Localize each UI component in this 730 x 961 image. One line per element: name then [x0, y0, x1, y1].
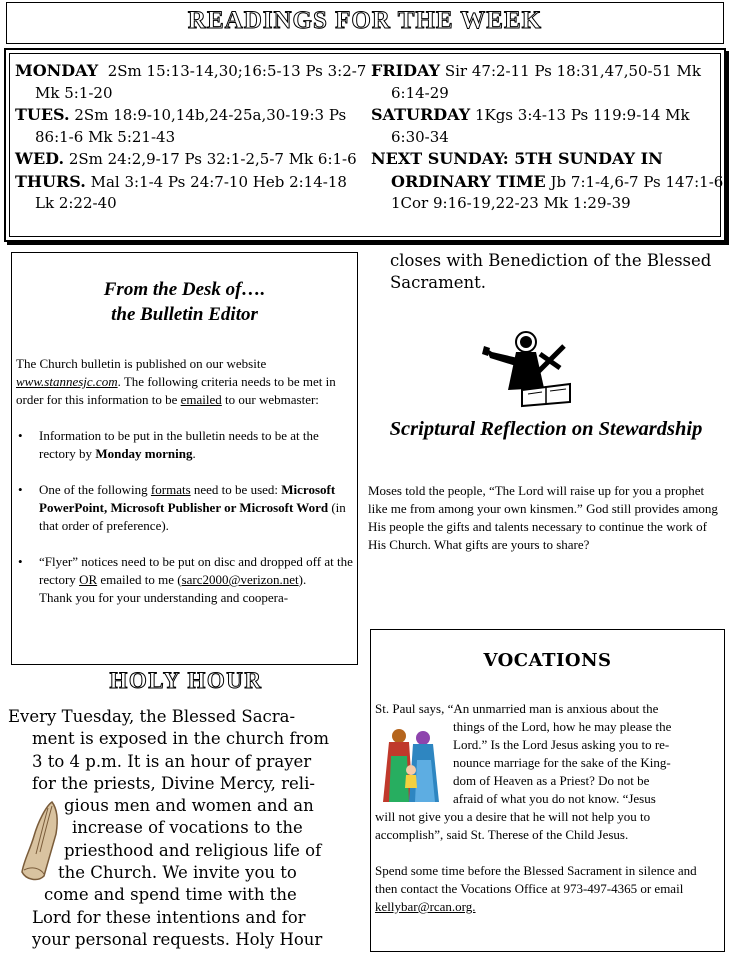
editor-title-line1: From the Desk of….	[103, 279, 266, 300]
vocations-line: things of the Lord, how he may please the	[453, 719, 672, 734]
readings-right-column	[371, 60, 727, 215]
editor-bullet-2: • One of the following formats need to be used: Microsoft PowerPoint, Microsoft Publisher or Microsoft Word (in that order of preference).	[16, 481, 354, 535]
christ-with-cross-icon	[478, 328, 574, 408]
reading-thurs	[15, 171, 367, 215]
readings-left-column	[15, 60, 367, 215]
reading-day: MONDAY	[15, 61, 99, 80]
editor-intro: The Church bulletin is published on our website www.stannesjc.com. The following criteria needs to be met in order for this information to be emailed to our webmaster:	[16, 356, 336, 407]
holy-hour-line: priesthood and religious life of	[64, 840, 322, 860]
vocations-line-end: will not give you a desire that he will not help you to accomplish”, said St. Therese of the Child Jesus.	[375, 809, 651, 842]
holy-hour-line: Every Tuesday, the Blessed Sacra-	[8, 707, 296, 726]
reading-refs: Jb 7:1-4,6-7 Ps 147:1-6 1Cor 9:16-19,22-23 Mk 1:29-39	[391, 172, 724, 212]
holy-hour-line: increase of vocations to the	[72, 818, 303, 838]
vocations-box	[370, 629, 725, 952]
vocations-para2: Spend some time before the Blessed Sacrament in silence and then contact the Vocations Office at 973-497-4365 or email kellybar@rcan.org.	[375, 863, 697, 914]
holy-hour-line: the Church. We invite you to	[58, 863, 297, 883]
editor-title	[12, 277, 357, 327]
stewardship-body: Moses told the people, “The Lord will raise up for you a prophet like me from among your own kinsmen.” God still provides among His people the gifts and talents necessary to continue the work of His Church. What gifts are yours to share?	[368, 483, 718, 552]
editor-bullet-1: • Information to be put in the bulletin needs to be at the rectory by Monday morning.	[16, 427, 354, 463]
reading-refs: 1Kgs 3:4-13 Ps 119:9-14 Mk 6:30-34	[391, 106, 690, 146]
holy-hour-line: for the priests, Divine Mercy, reli-	[32, 773, 315, 793]
reading-refs: 2Sm 24:2,9-17 Ps 32:1-2,5-7 Mk 6:1-6	[68, 150, 357, 168]
holy-hour-title: HOLY HOUR	[109, 668, 263, 693]
vocations-line: Lord.” Is the Lord Jesus asking you to re-	[453, 737, 670, 752]
reading-day: FRIDAY	[371, 61, 441, 80]
reading-monday	[15, 60, 367, 104]
vocations-body	[375, 700, 721, 916]
readings-box	[4, 48, 726, 242]
reading-next-sunday	[371, 148, 727, 215]
editor-title-line2: the Bulletin Editor	[111, 304, 258, 325]
editor-thanks: Thank you for your understanding and coopera-	[39, 590, 289, 605]
reading-tues	[15, 104, 367, 148]
holy-hour-line: ment is exposed in the church from	[32, 729, 329, 749]
reading-day: NEXT SUNDAY: 5TH SUNDAY IN ORDINARY TIME	[371, 149, 663, 191]
reading-saturday	[371, 104, 727, 148]
reading-wed	[15, 148, 367, 171]
vocations-email-link[interactable]: kellybar@rcan.org.	[375, 899, 476, 914]
reading-refs: 2Sm 15:13-14,30;16:5-13 Ps 3:2-7 Mk 5:1-20	[35, 62, 367, 102]
readings-title: READINGS FOR THE WEEK	[6, 2, 724, 44]
holy-hour-line: come and spend time with the	[44, 885, 297, 905]
emailed-text: emailed	[180, 392, 222, 407]
vocations-line: St. Paul says, “An unmarried man is anxious about the	[375, 701, 659, 716]
reading-day: WED.	[15, 149, 65, 168]
editor-email-link[interactable]: sarc2000@verizon.net	[181, 572, 299, 587]
editor-body	[16, 355, 354, 607]
bulletin-editor-box	[11, 252, 358, 665]
holy-hour-line: Lord for these intentions and for	[32, 907, 306, 927]
reading-day: SATURDAY	[371, 105, 471, 124]
website-link[interactable]: www.stannesjc.com	[16, 374, 118, 389]
reading-refs: Sir 47:2-11 Ps 18:31,47,50-51 Mk 6:14-29	[391, 62, 701, 102]
reading-day: TUES.	[15, 105, 70, 124]
vocations-line: dom of Heaven as a Priest? Do not be	[453, 773, 650, 788]
reading-refs: Mal 3:1-4 Ps 24:7-10 Heb 2:14-18 Lk 2:22-40	[35, 172, 347, 212]
reading-day: THURS.	[15, 171, 86, 191]
holy-hour-line: 3 to 4 p.m. It is an hour of prayer	[32, 751, 312, 771]
holy-hour-line: your personal requests. Holy Hour	[32, 929, 323, 949]
vocations-title: VOCATIONS	[483, 650, 612, 671]
readings-inner-frame	[9, 53, 724, 237]
holy-hour-line: gious men and women and an	[64, 796, 314, 816]
holy-hour-body	[8, 706, 362, 951]
reading-refs: 2Sm 18:9-10,14b,24-25a,30-19:3 Ps 86:1-6 Mk 5:21-43	[35, 106, 347, 146]
vocations-line: afraid of what you do not know. “Jesus	[453, 791, 656, 806]
stewardship-title: Scriptural Reflection on Stewardship	[389, 418, 703, 440]
reading-friday	[371, 60, 727, 104]
editor-bullet-3: • “Flyer” notices need to be put on disc and dropped off at the rectory OR emailed to me (sarc2000@verizon.net). Thank you for your understanding and coopera-	[16, 553, 354, 607]
vocations-line: nounce marriage for the sake of the King-	[453, 755, 671, 770]
holy-hour-continuation: closes with Benediction of the Blessed Sacrament.	[390, 251, 712, 292]
